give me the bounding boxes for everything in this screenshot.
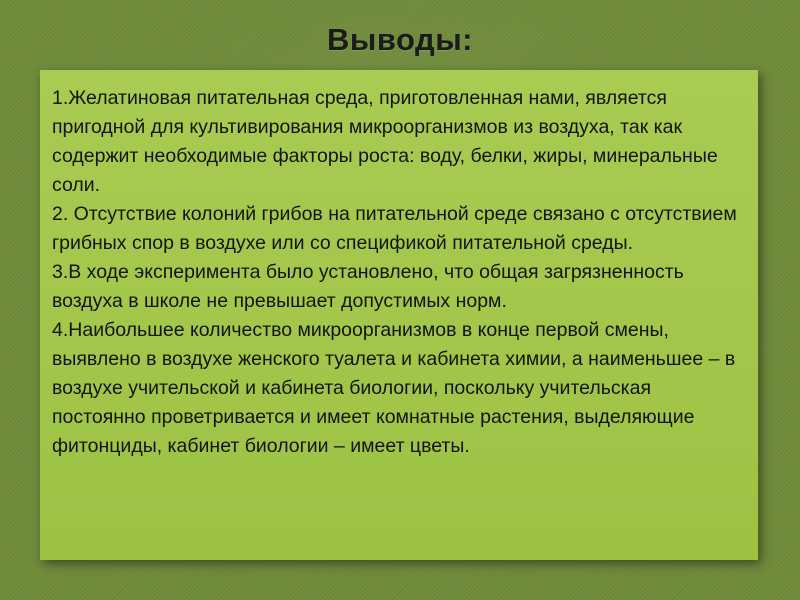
slide-title: Выводы: xyxy=(326,22,473,57)
conclusion-item-4: 4.Наибольшее количество микроорганизмов в конце первой смены, выявлено в воздухе женского туалета и кабинета химии, а наименьшее – в воздухе учительской и кабинета биологии, поскольку учительская постоянно проветривается и имеет комнатные растения, выделяющие фитонциды, кабинет биологии – имеет цветы. xyxy=(52,319,736,457)
conclusion-item-2: 2. Отсутствие колоний грибов на питательной среде связано с отсутствием грибных спор в воздухе или со спецификой питательной среды. xyxy=(52,203,737,254)
conclusion-item-3: 3.В ходе эксперимента было установлено, что общая загрязненность воздуха в школе не превышает допустимых норм. xyxy=(52,261,684,312)
conclusions-panel xyxy=(40,70,758,560)
conclusion-item-1: 1.Желатиновая питательная среда, приготовленная нами, является пригодной для культивирования микроорганизмов из воздуха, так как содержит необходимые факторы роста: воду, белки, жиры, минеральные соли. xyxy=(52,87,718,196)
